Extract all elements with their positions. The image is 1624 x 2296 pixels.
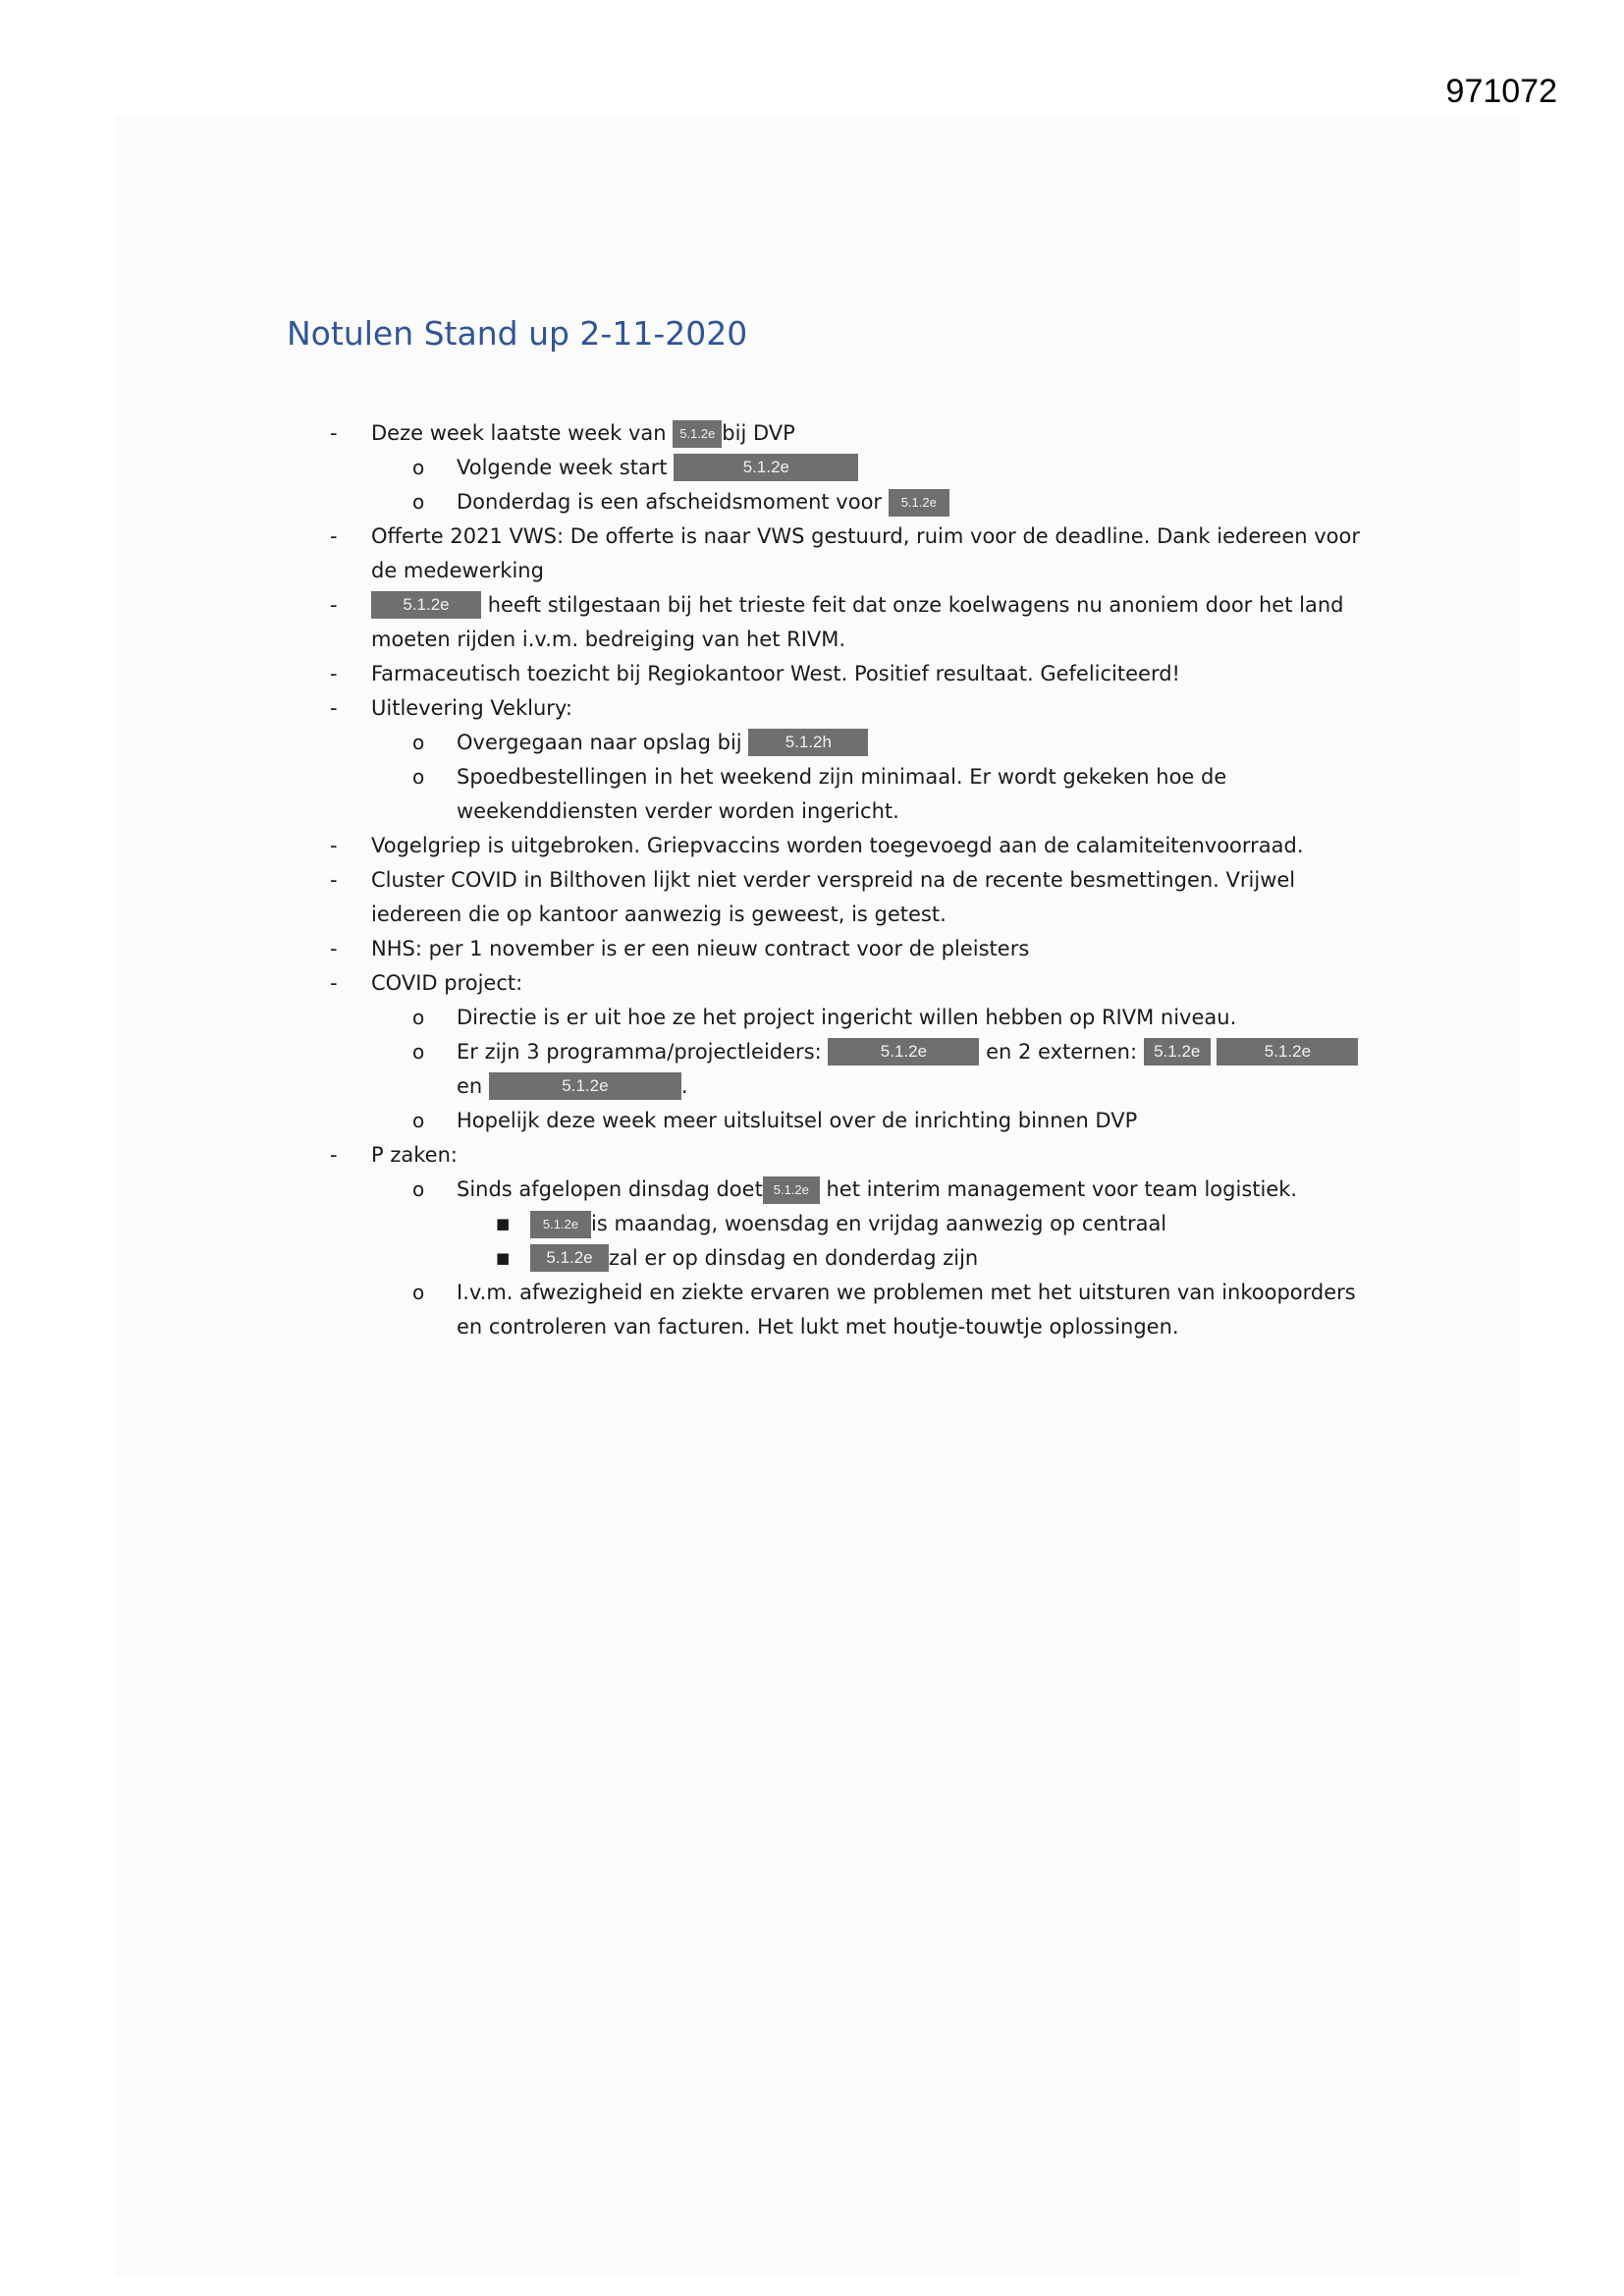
document-number: 971072	[1445, 73, 1557, 110]
list-item	[324, 451, 1365, 485]
item-text: heeft stilgestaan bij het trieste feit dat onze koelwagens nu anoniem door het land moeten rijden i.v.m. bedreiging van het RIVM.	[371, 593, 1344, 651]
dash-bullet: -	[330, 971, 338, 995]
circle-bullet: o	[412, 1006, 425, 1029]
dash-bullet: -	[330, 662, 338, 685]
item-text: Spoedbestellingen in het weekend zijn minimaal. Er wordt gekeken hoe de weekenddiensten verder worden ingericht.	[457, 765, 1227, 823]
list-item	[324, 691, 1365, 726]
dash-bullet: -	[330, 421, 338, 445]
page-title: Notulen Stand up 2-11-2020	[287, 314, 748, 353]
circle-bullet: o	[412, 1109, 425, 1132]
circle-bullet: o	[412, 731, 425, 754]
item-text: .	[680, 1074, 688, 1098]
circle-bullet: o	[412, 1281, 425, 1304]
redaction-box: 5.1.2e	[530, 1244, 609, 1272]
list-item	[324, 1035, 1365, 1104]
list-item	[324, 657, 1365, 691]
item-text: P zaken:	[371, 1143, 458, 1167]
redaction-box: 5.1.2e	[674, 454, 858, 481]
redaction-box: 5.1.2e	[889, 489, 949, 517]
list-item	[324, 1104, 1365, 1138]
list-item	[324, 1138, 1365, 1173]
item-text: en	[457, 1074, 483, 1098]
item-text: en 2 externen:	[986, 1040, 1138, 1064]
list-item	[324, 829, 1365, 863]
list-item	[324, 416, 1365, 451]
redaction-box: 5.1.2e	[1144, 1038, 1211, 1066]
list-item	[324, 966, 1365, 1001]
list-item	[324, 588, 1365, 657]
item-text: Er zijn 3 programma/projectleiders:	[457, 1040, 822, 1064]
circle-bullet: o	[412, 490, 425, 514]
dash-bullet: -	[330, 524, 338, 548]
list-item	[324, 519, 1365, 588]
item-text: zal er op dinsdag en donderdag zijn	[609, 1246, 979, 1270]
redaction-box: 5.1.2h	[748, 729, 868, 756]
dash-bullet: -	[330, 1143, 338, 1167]
redaction-box: 5.1.2e	[828, 1038, 979, 1066]
square-bullet: ■	[496, 1249, 511, 1267]
list-item	[324, 1207, 1365, 1241]
item-text: Volgende week start	[457, 456, 668, 479]
item-text: Farmaceutisch toezicht bij Regiokantoor West. Positief resultaat. Gefeliciteerd!	[371, 662, 1180, 685]
redaction-box: 5.1.2e	[763, 1176, 820, 1204]
item-text: Donderdag is een afscheidsmoment voor	[457, 490, 883, 514]
item-text: Sinds afgelopen dinsdag doet	[457, 1177, 763, 1201]
circle-bullet: o	[412, 765, 425, 789]
square-bullet: ■	[496, 1215, 511, 1232]
dash-bullet: -	[330, 593, 338, 617]
item-text: het interim management voor team logistiek.	[826, 1177, 1298, 1201]
list-item	[324, 1241, 1365, 1276]
redaction-box: 5.1.2e	[489, 1072, 681, 1100]
item-text: COVID project:	[371, 971, 523, 995]
item-text: NHS: per 1 november is er een nieuw contract voor de pleisters	[371, 937, 1030, 960]
list-item	[324, 932, 1365, 966]
item-text: Offerte 2021 VWS: De offerte is naar VWS gestuurd, ruim voor de deadline. Dank iedereen voor de medewerking	[371, 524, 1361, 582]
list-item	[324, 726, 1365, 760]
circle-bullet: o	[412, 1040, 425, 1064]
circle-bullet: o	[412, 456, 425, 479]
list-item	[324, 485, 1365, 519]
item-text: Overgegaan naar opslag bij	[457, 731, 742, 754]
item-text: Hopelijk deze week meer uitsluitsel over de inrichting binnen DVP	[457, 1109, 1138, 1132]
list-item	[324, 1001, 1365, 1035]
list-item	[324, 1276, 1365, 1344]
item-text: I.v.m. afwezigheid en ziekte ervaren we problemen met het uitsturen van inkooporders en controleren van facturen. Het lukt met houtje-touwtje oplossingen.	[457, 1281, 1356, 1339]
dash-bullet: -	[330, 696, 338, 720]
item-text: Deze week laatste week van	[371, 421, 667, 445]
redaction-box: 5.1.2e	[530, 1211, 591, 1238]
dash-bullet: -	[330, 937, 338, 960]
list-item	[324, 760, 1365, 829]
redaction-box: 5.1.2e	[1217, 1038, 1358, 1066]
item-text: Uitlevering Veklury:	[371, 696, 572, 720]
item-text: Directie is er uit hoe ze het project ingericht willen hebben op RIVM niveau.	[457, 1006, 1237, 1029]
item-text: bij DVP	[722, 421, 795, 445]
redaction-box: 5.1.2e	[371, 591, 481, 619]
dash-bullet: -	[330, 868, 338, 892]
redaction-box: 5.1.2e	[673, 420, 722, 448]
list-item	[324, 863, 1365, 932]
dash-bullet: -	[330, 834, 338, 857]
minutes-list	[324, 416, 1365, 1344]
list-item	[324, 1173, 1365, 1207]
item-text: Cluster COVID in Bilthoven lijkt niet verder verspreid na de recente besmettingen. Vrijwel iedereen die op kantoor aanwezig is geweest, is getest.	[371, 868, 1296, 926]
item-text: is maandag, woensdag en vrijdag aanwezig op centraal	[591, 1212, 1167, 1235]
item-text: Vogelgriep is uitgebroken. Griepvaccins worden toegevoegd aan de calamiteitenvoorraad.	[371, 834, 1304, 857]
circle-bullet: o	[412, 1177, 425, 1201]
